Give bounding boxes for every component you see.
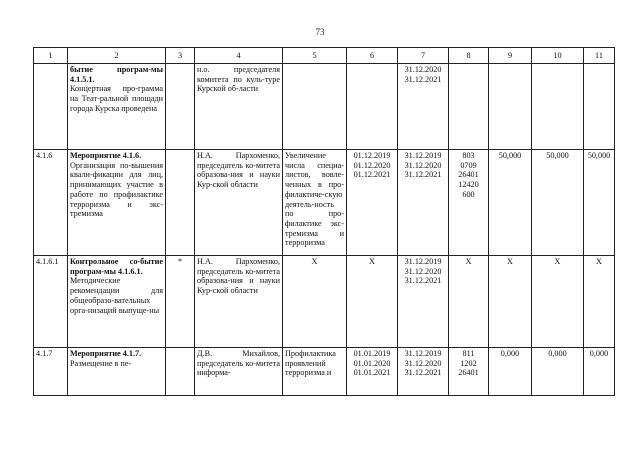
- value-2019: [489, 64, 532, 150]
- mark-cell: [166, 150, 195, 256]
- row-number: 4.1.7: [34, 348, 68, 396]
- start-date-cell: [347, 256, 398, 348]
- kbk-code: 0709: [460, 160, 477, 170]
- mark-cell: [166, 64, 195, 150]
- end-date: 31.12.2020: [404, 65, 442, 74]
- kbk-code: 803: [462, 151, 475, 160]
- value-2021: 0,000: [584, 348, 615, 396]
- col-header-10: 10: [532, 48, 584, 64]
- start-date-cell: [347, 150, 398, 256]
- result-cell: X: [283, 256, 347, 348]
- start-date-cell: [347, 348, 398, 396]
- kbk-cell: [449, 256, 489, 348]
- table-row: [34, 256, 615, 348]
- end-date: 31.12.2021: [404, 276, 442, 286]
- activity-cell: [68, 256, 166, 348]
- value-2021: X: [584, 256, 615, 348]
- kbk-code: X: [465, 257, 472, 266]
- col-header-8: 8: [449, 48, 489, 64]
- result-cell: Увеличение числа специа-листов, вовле-ченных в про-филактиче-скую деятель-ность по про-филактике экс-тремизма и терроризма: [283, 150, 347, 256]
- value-2020: 50,000: [532, 150, 584, 256]
- activity-cell: [68, 64, 166, 150]
- kbk-code: 12420: [458, 180, 479, 190]
- activity-cell: [68, 348, 166, 396]
- kbk-cell: [449, 348, 489, 396]
- col-header-11: 11: [584, 48, 615, 64]
- table-row: [34, 348, 615, 396]
- start-date: 01.12.2021: [353, 170, 391, 180]
- col-header-2: 2: [68, 48, 166, 64]
- kbk-code: 1202: [460, 358, 477, 368]
- col-header-5: 5: [283, 48, 347, 64]
- activity-title: бытие програм-мы 4.1.5.1.: [70, 65, 163, 84]
- col-header-4: 4: [195, 48, 283, 64]
- responsible-cell: Н.А. Пархоменко, председатель ко-митета образова-ния и науки Кур-ской области: [195, 256, 283, 348]
- end-date-cell: [398, 150, 449, 256]
- activity-cell: [68, 150, 166, 256]
- row-number: 4.1.6: [34, 150, 68, 256]
- value-2020: [532, 64, 584, 150]
- responsible-cell: н.о. председателя комитета по куль-туре Курской об-ласти: [195, 64, 283, 150]
- start-date: X: [369, 257, 375, 266]
- start-date: 01.01.2021: [353, 368, 391, 378]
- value-2019: 0,000: [489, 348, 532, 396]
- end-date-cell: [398, 348, 449, 396]
- kbk-code: 26401: [458, 368, 479, 378]
- result-cell: [283, 64, 347, 150]
- activity-text: Размещение в пе-: [70, 358, 132, 368]
- value-2020: 0,000: [532, 348, 584, 396]
- start-date: 01.01.2019: [353, 349, 391, 358]
- kbk-code: 26401: [458, 170, 479, 180]
- kbk-code: 600: [462, 189, 475, 199]
- row-number: [34, 64, 68, 150]
- responsible-cell: Д.В. Михайлов, председатель ко-митета информа-: [195, 348, 283, 396]
- end-date-cell: [398, 64, 449, 150]
- value-2020: X: [532, 256, 584, 348]
- row-number: 4.1.6.1: [34, 256, 68, 348]
- end-date: 31.12.2021: [404, 368, 442, 378]
- col-header-3: 3: [166, 48, 195, 64]
- header-row: [34, 48, 615, 64]
- activity-text: Концертная про-грамма на Теат-ральной площади города Курска проведена: [70, 84, 163, 113]
- program-table: [33, 47, 615, 396]
- kbk-code: 811: [462, 349, 475, 358]
- value-2021: [584, 64, 615, 150]
- col-header-7: 7: [398, 48, 449, 64]
- responsible-cell: Н.А. Пархоменко, председатель ко-митета образова-ния и науки Кур-ской области: [195, 150, 283, 256]
- start-date: 01.12.2019: [353, 151, 391, 160]
- mark-cell: [166, 348, 195, 396]
- page-number: 73: [315, 27, 325, 37]
- end-date: 31.12.2020: [404, 358, 442, 368]
- table-row: [34, 64, 615, 150]
- end-date: 31.12.2020: [404, 266, 442, 276]
- kbk-cell: [449, 150, 489, 256]
- start-date: 01.12.2020: [353, 160, 391, 170]
- col-header-1: 1: [34, 48, 68, 64]
- value-2019: X: [489, 256, 532, 348]
- end-date: 31.12.2019: [404, 257, 442, 266]
- activity-title: Мероприятие 4.1.6.: [70, 151, 142, 160]
- table-row: [34, 150, 615, 256]
- start-date-cell: [347, 64, 398, 150]
- activity-text: Организация по-вышения квали-фикации для лиц, принимающих участие в работе по профилактике терроризма и экс-тремизма: [70, 160, 163, 219]
- col-header-6: 6: [347, 48, 398, 64]
- end-date: 31.12.2019: [404, 151, 442, 160]
- kbk-cell: [449, 64, 489, 150]
- end-date-cell: [398, 256, 449, 348]
- end-date: 31.12.2021: [404, 74, 442, 84]
- activity-title: Мероприятие 4.1.7.: [70, 349, 142, 358]
- col-header-9: 9: [489, 48, 532, 64]
- result-cell: Профилактика проявлений терроризма и: [283, 348, 347, 396]
- value-2021: 50,000: [584, 150, 615, 256]
- mark-cell: *: [166, 256, 195, 348]
- value-2019: 50,000: [489, 150, 532, 256]
- start-date: 01.01.2020: [353, 358, 391, 368]
- activity-title: Контрольное со-бытие програм-мы 4.1.6.1.: [70, 257, 163, 276]
- end-date: 31.12.2019: [404, 349, 442, 358]
- activity-text: Методические рекомендации для общеобразо-вательных орга-низаций выпуще-ны: [70, 276, 163, 315]
- end-date: 31.12.2021: [404, 170, 442, 180]
- end-date: 31.12.2020: [404, 160, 442, 170]
